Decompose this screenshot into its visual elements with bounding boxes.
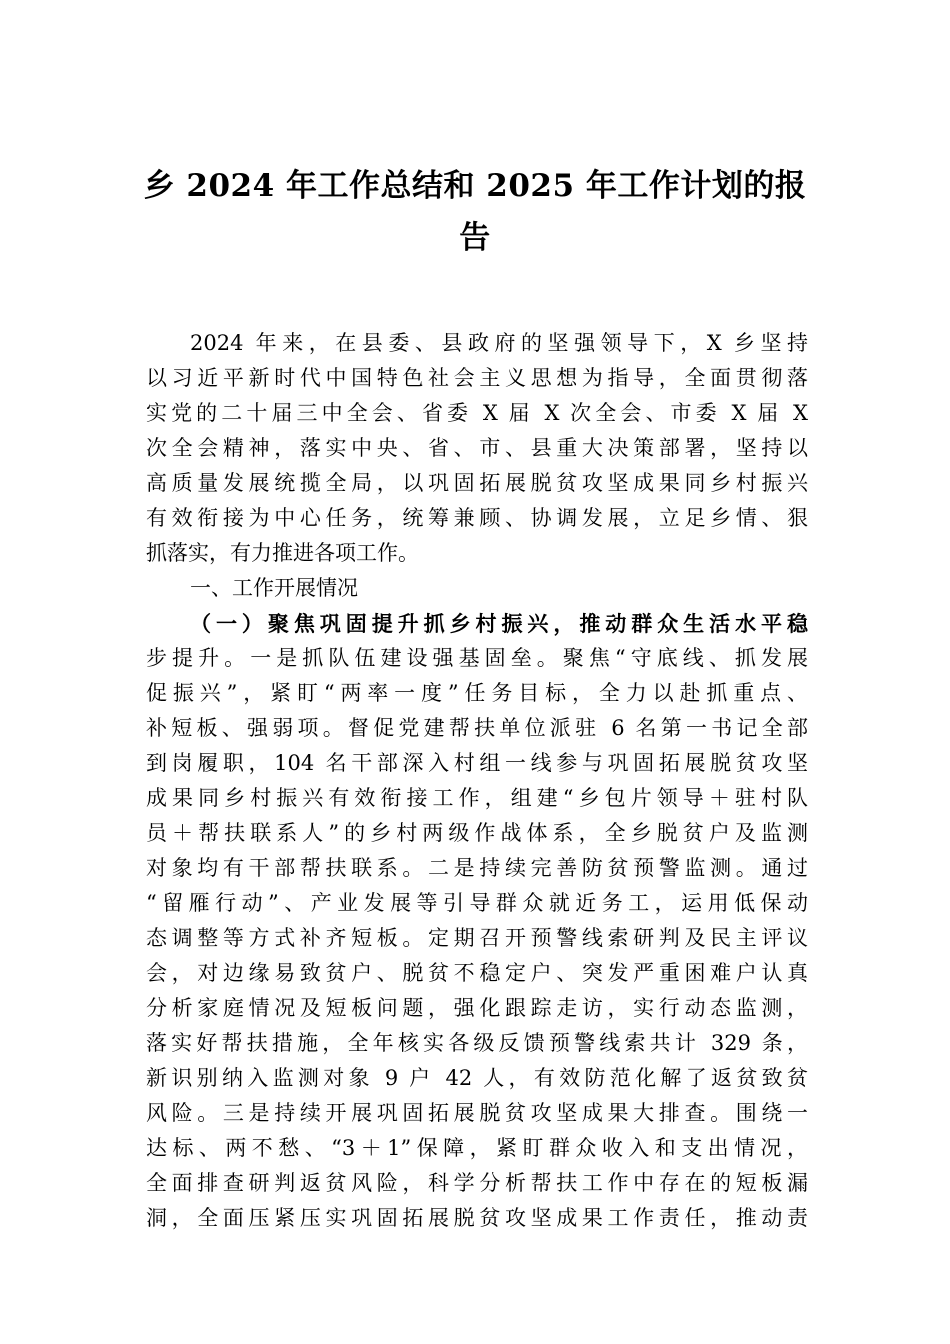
sub-line-12: 分析家庭情况及短板问题，强化跟踪走访，实行动态监测，: [146, 996, 808, 1020]
intro-line-2: 以习近平新时代中国特色社会主义思想为指导，全面贯彻落: [146, 366, 808, 390]
sub-line-5: 到岗履职，104 名干部深入村组一线参与巩固拓展脱贫攻坚: [146, 751, 808, 775]
intro-line-7: 抓落实，有力推进各项工作。: [146, 541, 419, 565]
sub-line-4: 补短板、强弱项。督促党建帮扶单位派驻 6 名第一书记全部: [146, 716, 808, 740]
sub-line-17: 全面排查研判返贫风险，科学分析帮扶工作中存在的短板漏: [146, 1171, 808, 1195]
sub-line-3: 促振兴”，紧盯“两率一度”任务目标，全力以赴抓重点、: [146, 681, 808, 705]
sub-line-15: 风险。三是持续开展巩固拓展脱贫攻坚成果大排查。围绕一: [146, 1101, 808, 1125]
sub-line-6: 成果同乡村振兴有效衔接工作，组建“乡包片领导＋驻村队: [146, 786, 808, 810]
sub-line-18: 洞，全面压紧压实巩固拓展脱贫攻坚成果工作责任，推动责: [146, 1206, 808, 1230]
section-heading: 一、工作开展情况: [190, 576, 358, 600]
sub-line-8: 对象均有干部帮扶联系。二是持续完善防贫预警监测。通过: [146, 856, 808, 880]
intro-line-3: 实党的二十届三中全会、省委 X 届 X 次全会、市委 X 届 X: [146, 401, 808, 425]
sub-line-9: “留雁行动”、产业发展等引导群众就近务工，运用低保动: [146, 891, 808, 915]
sub-line-10: 态调整等方式补齐短板。定期召开预警线索研判及民主评议: [146, 926, 808, 950]
sub-line-1: （一）聚焦巩固提升抓乡村振兴，推动群众生活水平稳: [190, 611, 808, 636]
intro-line-4: 次全会精神，落实中央、省、市、县重大决策部署，坚持以: [146, 436, 808, 460]
sub-line-13: 落实好帮扶措施，全年核实各级反馈预警线索共计 329 条，: [146, 1031, 808, 1055]
title-line-2: 告: [459, 220, 491, 256]
document-body: [146, 326, 808, 1236]
intro-line-6: 有效衔接为中心任务，统筹兼顾、协调发展，立足乡情、狠: [146, 506, 808, 530]
sub-line-2: 步提升。一是抓队伍建设强基固垒。聚焦“守底线、抓发展: [146, 646, 808, 670]
title-line-1: 乡 2024 年工作总结和 2025 年工作计划的报: [143, 168, 807, 204]
intro-line-1: 2024 年来，在县委、县政府的坚强领导下，X 乡坚持: [190, 331, 808, 355]
sub-line-11: 会，对边缘易致贫户、脱贫不稳定户、突发严重困难户认真: [146, 961, 808, 985]
sub-line-7: 员＋帮扶联系人”的乡村两级作战体系，全乡脱贫户及监测: [146, 821, 808, 845]
intro-line-5: 高质量发展统揽全局，以巩固拓展脱贫攻坚成果同乡村振兴: [146, 471, 808, 495]
sub-line-16: 达标、两不愁、“3＋1”保障，紧盯群众收入和支出情况，: [146, 1136, 808, 1160]
sub-line-14: 新识别纳入监测对象 9 户 42 人，有效防范化解了返贫致贫: [146, 1066, 808, 1090]
document-title: [140, 160, 810, 264]
